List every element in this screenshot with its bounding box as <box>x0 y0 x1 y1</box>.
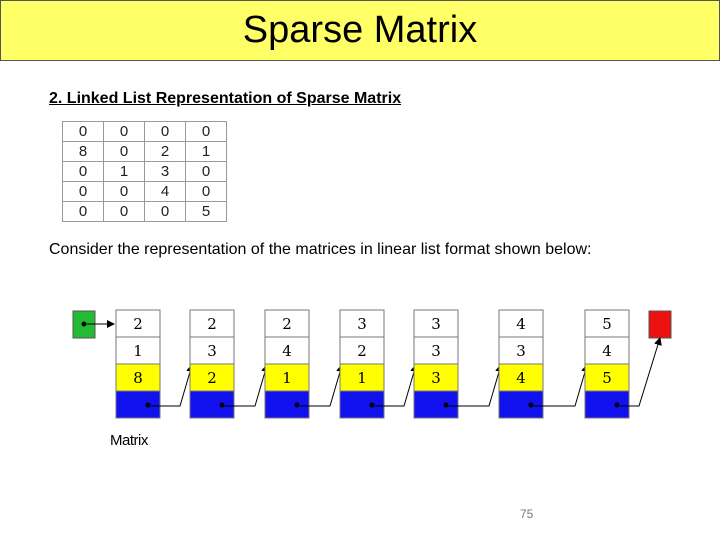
matrix-cell: 1 <box>104 162 145 182</box>
node-row-value: 2 <box>207 315 217 333</box>
matrix-row <box>63 162 227 182</box>
matrix-cell: 0 <box>104 182 145 202</box>
page-title: Sparse Matrix <box>242 9 478 51</box>
node-row-value: 5 <box>602 315 612 333</box>
matrix-cell: 2 <box>145 142 186 162</box>
node-value-value: 3 <box>431 369 441 387</box>
head-pointer-dot <box>82 322 87 327</box>
node-col-value: 3 <box>516 342 526 360</box>
node-link-cell <box>585 391 629 418</box>
node-link-cell <box>414 391 458 418</box>
page-number: 75 <box>520 507 534 521</box>
node-link-dot <box>529 403 534 408</box>
matrix-cell: 0 <box>104 202 145 222</box>
node-value-value: 2 <box>207 369 217 387</box>
matrix-cell: 5 <box>186 202 227 222</box>
node-link-dot <box>295 403 300 408</box>
matrix-cell: 0 <box>104 122 145 142</box>
node-col-value: 4 <box>602 342 612 360</box>
node-value-value: 8 <box>133 369 143 387</box>
matrix-cell: 0 <box>186 162 227 182</box>
node-value-value: 4 <box>516 369 526 387</box>
node-col-value: 3 <box>431 342 441 360</box>
matrix-label: Matrix <box>110 432 148 449</box>
matrix-cell: 0 <box>63 122 104 142</box>
node-value-value: 1 <box>357 369 367 387</box>
matrix-cell: 0 <box>63 162 104 182</box>
node-link-dot <box>444 403 449 408</box>
matrix-cell: 4 <box>145 182 186 202</box>
node-link-dot <box>146 403 151 408</box>
matrix-row <box>63 142 227 162</box>
node-row-value: 2 <box>133 315 143 333</box>
node-row-value: 3 <box>357 315 367 333</box>
matrix-cell: 0 <box>186 122 227 142</box>
matrix-cell: 0 <box>63 182 104 202</box>
matrix-cell: 8 <box>63 142 104 162</box>
matrix-cell: 0 <box>104 142 145 162</box>
node-row-value: 3 <box>431 315 441 333</box>
matrix-cell: 0 <box>145 122 186 142</box>
sparse-matrix-table <box>62 121 227 222</box>
node-link-dot <box>220 403 225 408</box>
node-value-value: 5 <box>602 369 612 387</box>
section-subtitle: 2. Linked List Representation of Sparse Matrix <box>49 90 402 107</box>
tail-null <box>649 311 671 338</box>
matrix-cell: 0 <box>145 202 186 222</box>
node-link-cell <box>190 391 234 418</box>
node-link-dot <box>615 403 620 408</box>
node-col-value: 4 <box>282 342 292 360</box>
node-col-value: 2 <box>357 342 367 360</box>
matrix-cell: 1 <box>186 142 227 162</box>
consider-text: Consider the representation of the matrices in linear list format shown below: <box>49 241 592 258</box>
title-bar <box>0 0 720 61</box>
node-row-value: 4 <box>516 315 526 333</box>
node-link-cell <box>116 391 160 418</box>
matrix-row <box>63 202 227 222</box>
node-row-value: 2 <box>282 315 292 333</box>
node-link-cell <box>340 391 384 418</box>
matrix-row <box>63 182 227 202</box>
node-value-value: 1 <box>282 369 292 387</box>
node-col-value: 1 <box>133 342 143 360</box>
matrix-row <box>63 122 227 142</box>
matrix-cell: 3 <box>145 162 186 182</box>
node-link-cell <box>499 391 543 418</box>
linked-list-diagram <box>0 290 720 430</box>
node-link-cell <box>265 391 309 418</box>
node-col-value: 3 <box>207 342 217 360</box>
matrix-cell: 0 <box>63 202 104 222</box>
node-link-dot <box>370 403 375 408</box>
matrix-cell: 0 <box>186 182 227 202</box>
